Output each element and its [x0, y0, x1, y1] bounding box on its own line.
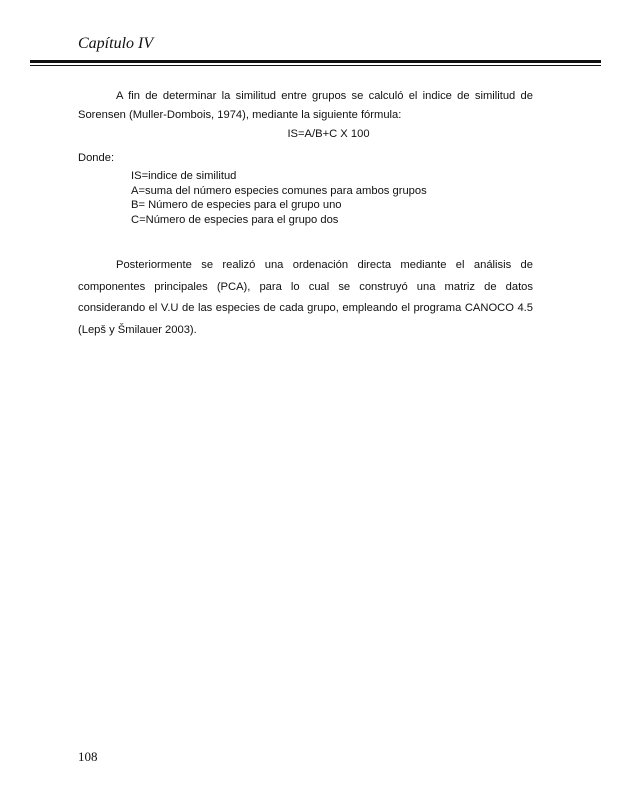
paragraph-pca: Posteriormente se realizó una ordenación directa mediante el análisis de componentes principales (PCA), para lo cual se construyó una matriz de datos considerando el V.U de las especies de cada grupo, empleando el programa CANOCO 4.5 (Lepš y Šmilauer 2003). — [78, 259, 533, 336]
donde-label: Donde: — [78, 152, 115, 164]
sorensen-formula: IS=A/B+C X 100 — [287, 128, 370, 140]
paragraph-similarity: A fin de determinar la similitud entre grupos se calculó el indice de similitud de Sorensen (Muller-Dombois, 1974), mediante la siguiente fórmula: — [78, 90, 533, 121]
definition-item: C=Número de especies para el grupo dos — [131, 213, 339, 226]
definition-item: IS=indice de similitud — [131, 170, 237, 182]
body-text — [78, 87, 533, 341]
header-rule-thick — [30, 60, 601, 63]
definition-list — [78, 169, 533, 227]
definition-item: A=suma del número especies comunes para ambos grupos — [131, 184, 427, 197]
page-number: 108 — [78, 749, 98, 764]
header-rule-thin — [30, 65, 601, 66]
chapter-title: Capítulo IV — [78, 35, 154, 52]
definition-item: B= Número de especies para el grupo uno — [131, 199, 342, 211]
